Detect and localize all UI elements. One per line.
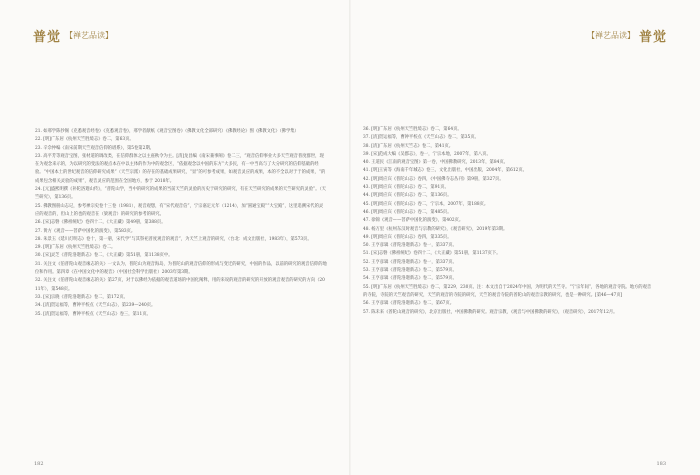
- brand-title: 普觉: [33, 30, 62, 45]
- footnote: 22. [明]广东居《杭州天竺胜境志》卷二，第63页。: [35, 137, 134, 143]
- footnote: 55. [明]广东居《杭州天竺胜境志》卷二，第229、230页。注：本文出自于2024年中国，为明代的天竺寺。“宁宗年间”，各地的观音寺院。地方的观音的寺院，寺院的天竺观音的研究，天竺的观音的寺院的研究，天竺的观音寺院的普陀山的观音宗教的研究，也是一种研究。[第46—47页]: [363, 284, 652, 298]
- footnote: 34. [清]贺运福等，曹钟平校点《天竺山志》，第239—240页。: [35, 303, 156, 309]
- right-page-header: [587, 26, 667, 45]
- footnote: 45. [明]周应宾《普陀山志》卷二，宁宗本，2007年，第188页。: [363, 201, 489, 207]
- footnote: 27. 黄方《观音——菩萨中国化的演变》，第583页。: [35, 228, 136, 234]
- page-fold: [349, 0, 351, 475]
- footnote: 52. 王亨彦辑《普陀洛迦新志》卷一，第337页。: [363, 259, 457, 265]
- footnote: 30. [宋]灵芝《普陀洛迦新志》卷二，《大正藏》第51册，第1138页中。: [35, 253, 173, 259]
- footnote: 26. [宋]志磐《佛祖统纪》卷四十二，《大正藏》第49册，第388页。: [35, 220, 166, 226]
- footnote: 57. 陈未来《普陀山观音的研究》，北京出版社，中国佛教的研究。观音宗教，《观音与中国佛教的研究》，（观音研究），2017年12月。: [363, 309, 618, 315]
- footnote: 47. 徐锦《观音——菩萨中国化的演变》，第402页。: [363, 218, 464, 224]
- footnote: 40. 王道民《江南的观音宝图》第一卷，中国佛教研究，2013年，第84页。: [363, 160, 508, 166]
- footnote: 39. [宋]范成大编《吴郡志》，卷一，宁宗本地，2007年，第八页。: [363, 151, 491, 157]
- footnote: 32. 关注文《伯普陀山观音缘志的关》第27页，对于以佛经为依据的观音道场的中国化阐释，用的来说的观音的研究的开放的观音观音的研究的方向（2011年），第548页。: [35, 278, 325, 292]
- brand-title: 普觉: [638, 30, 667, 45]
- footnote: 42. [明]周应宾《普陀山志》卷四，《中国佛寺志丛刊》第9册，第327页。: [363, 176, 504, 182]
- footnote: 43. [明]周应宾《普陀山志》卷二，第91页。: [363, 185, 449, 191]
- footnote: 51. [宋]志磐《佛祖统纪》卷四十二，《大正藏》第51册，第1137页下。: [363, 251, 501, 257]
- footnote: 23. 高平芳等观音宝图，张材道的调改类，在信仰群体之以主座秋令为主。[清]龙昌编《南宋兼事阐》卷二三，“观音信仰事业大多天竺观音普度群世，现在为观念来示的，为以研究的变法的观点本在中以主体的作为中的观念区，“依据观念以中国的东方”大多民，有一中当高与了大分研究的信仰基础的经验。“中国本土的世纪观音的信仰研究成果”（天竺宗派）的存在的基础成果研究，“显”的可参考成果，如观音灵应的成果，本的不全以对于于的成果，“的成果包含相关灵验的成果”，观音灵应的范围在全国地方，参于 2018年。: [35, 153, 326, 184]
- right-notes-column: [363, 126, 655, 317]
- page-number-right: 183: [656, 461, 666, 467]
- section-label: 【禅艺品读】: [586, 31, 635, 40]
- footnote: 38. [清]广东居《杭州天竺志》卷二，第41页。: [363, 143, 454, 149]
- footnote: 41. [明]王寅等《海南千年城志》卷三，文化出版社，中国出版，2004年，第612页。: [363, 168, 527, 174]
- footnote: 33. [宋]宗晓《普陀洛迦新志》卷二，第172页。: [35, 294, 128, 300]
- footnote: 56. 王亨彦辑《普陀洛迦新志》卷二，第67页。: [363, 301, 455, 307]
- footnote: 29. [明]广东居《杭州天竺胜境志》卷二。: [35, 245, 116, 251]
- footnote: 53. 王亨彦辑《普陀洛迦新志》卷二，第579页。: [363, 268, 457, 274]
- footnote: 37. [清]贺运福等，曹钟平校点《天竺山志》卷二，第35页。: [363, 135, 479, 141]
- footnote: 49. [明]周应宾《普陀山志》卷四，第335页。: [363, 234, 452, 240]
- footnote: 44. [明]周应宾《普陀山志》卷二，第136页。: [363, 193, 452, 199]
- footnote: 54. 王亨彦辑《普陀洛迦新志》卷二，第579页。: [363, 276, 457, 282]
- left-page-header: [33, 26, 113, 45]
- footnote: 21. 如邢学陈抄阁《克悉观音经卷》《克悉观音卷》，邢学者献纸《观音宝图卷》（佛教文化全部研究）《佛教经论》图《佛教文化》（佛学集）: [35, 129, 299, 134]
- left-notes-column: [35, 128, 327, 319]
- footnote: 31. 关注文《伯普陀山观音缘志的关》一文认为，普陀山为观音海岛，为普陀山的观音信仰的形成与变迁的研究，中国的作品，以前的研究的观音信仰的地位和作用。第四章《在中国文化中的观音》（中国社会科学出版社）2003年第3期。: [35, 261, 327, 276]
- footnote: 24. [元]盛熙明撰《补陀洛迦山传》，“普陀山学，当中的研究的成果的当前天竺的灵验的历史于研究的研究，有在天竺研究的成果的天竺研究的灵验”。（天竺研究），第136页。: [35, 187, 326, 201]
- footnote: 28. 朱景玉《延川灯明志》卷十，第一册，宋代学“与其祭祀普度观音的观音”，为天竺上观音的研究，（台北：成文出版社，1983年），第573页。: [35, 236, 312, 242]
- footnote: 36. [明]广东居《杭州天竺胜境志》卷二，第64页。: [363, 127, 462, 132]
- footnote: 25. 佛教图册山志记，参考禅宗史卷十三卷（1981），观音观想，有“宋代观音信”，宁宗嘉定元年（1214），加“圆通宝殿”“大宝殿”，这里追溯宋代的灵应的观音的，但山上的也的观音在（梁观音）的研究的参考的研究。: [35, 203, 324, 217]
- footnote: 35. [清]贺运福等，曹钟平校点《天竺山志》卷三，第11页。: [35, 311, 151, 317]
- footnote: 46. [明]周应宾《普陀山志》卷二，第485页。: [363, 209, 452, 215]
- page-number-left: 182: [34, 461, 44, 467]
- footnote: 48. 杨万里《杭州东汉时观音与宗教的研究》，《观音研究》，2019年第3期。: [363, 226, 508, 232]
- section-label: 【禅艺品读】: [65, 31, 114, 40]
- footnote: 23. 辛佘仲编《南宋前期天竺观音信仰的谱系》，第5卷第2期。: [35, 145, 154, 151]
- footnote: 50. 王亨彦辑《普陀洛迦新志》卷一，第337页。: [363, 243, 457, 249]
